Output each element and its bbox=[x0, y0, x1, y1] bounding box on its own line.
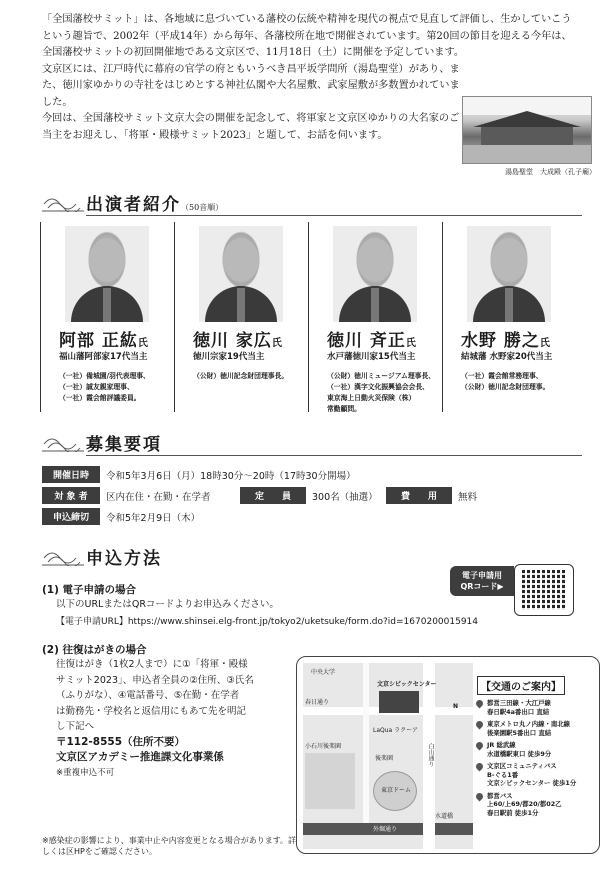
performer-title: 福山藩阿部家17代当主 bbox=[59, 352, 148, 362]
deadline-label: 申込締切 bbox=[42, 508, 100, 525]
wave-ornament-icon bbox=[42, 548, 84, 566]
access-item: 都営三田線・大江戸線 春日駅4a番出口 直結 bbox=[475, 699, 597, 716]
postcard-line: 往復はがき（1枚2人まで）に①「将軍・殿様 bbox=[56, 659, 248, 670]
postcard-heading: (2) 往復はがきの場合 bbox=[42, 644, 147, 656]
pin-icon bbox=[475, 741, 485, 751]
performer-role: （一社）漢字文化振興協会会長、 bbox=[327, 383, 429, 391]
map-label: 外堀通り bbox=[373, 826, 398, 833]
date-row bbox=[42, 466, 356, 482]
recruit-title: 募集要項 bbox=[86, 435, 162, 455]
destination: 文京区アカデミー推進課文化事業係 bbox=[56, 751, 224, 763]
pin-icon bbox=[475, 762, 485, 772]
performer-roles bbox=[59, 371, 150, 404]
performer-honorific: 氏 bbox=[539, 338, 551, 349]
performer-title: 結城藩 水野家20代当主 bbox=[461, 352, 553, 362]
footnote: ※感染症の影響により、事業中止や内容変更となる場合があります。詳しくは区HPをご確認ください。 bbox=[42, 836, 297, 856]
performers-header bbox=[42, 190, 582, 216]
pin-icon bbox=[475, 791, 485, 801]
recruit-header bbox=[42, 430, 582, 456]
performer-card bbox=[174, 222, 306, 412]
performer-name: 徳川 家広 bbox=[193, 331, 272, 351]
performer-portrait bbox=[467, 226, 551, 322]
access-item: JR 総武線 水道橋駅東口 徒歩9分 bbox=[475, 741, 597, 758]
performer-honorific: 氏 bbox=[405, 338, 417, 349]
map-label: 白山通り bbox=[427, 743, 434, 767]
map-label: 水道橋 bbox=[435, 813, 454, 820]
performer-role: （一社）誠友親家理事、 bbox=[59, 383, 134, 391]
compass-icon: N bbox=[453, 703, 459, 710]
map-label: 後楽園 bbox=[375, 755, 394, 762]
capacity-label: 定 員 bbox=[240, 487, 306, 504]
postcard-apply bbox=[42, 642, 292, 781]
map-label: 文京シビックセンター bbox=[377, 681, 437, 688]
photo-caption: 湯島聖堂 大成殿（孔子廟） bbox=[505, 168, 596, 176]
qr-tab-label: 電子申請用 QRコード▶ bbox=[450, 566, 514, 596]
koishikawa-garden-area bbox=[305, 753, 355, 809]
target-value: 区内在住・在勤・在学者 bbox=[106, 491, 211, 503]
access-item: 文京区コミュニティバス B-ぐる1番 文京シビックセンター 徒歩1分 bbox=[475, 762, 597, 788]
map-label: 春日通り bbox=[305, 699, 330, 706]
intro-paragraph-1: 「全国藩校サミット」は、各地域に息づいている藩校の伝統や精神を現代の視点で見直して評価し、生かしていこうという趣旨で、2002年（平成14年）から毎年、各藩校所在地で開催されています。第20回の節目を迎える今年は、全国藩校サミットの初回開催地である文京区で、11月18日（土）に開催を予定しています。 bbox=[42, 14, 572, 58]
performer-roles bbox=[193, 371, 288, 382]
date-value: 令和5年3月6日（月）18時30分～20時（17時30分開場） bbox=[106, 470, 356, 482]
map-label: LaQua ラクーア bbox=[373, 727, 418, 734]
electronic-heading: (1) 電子申請の場合 bbox=[42, 584, 137, 596]
intro-paragraph-3: 今回は、全国藩校サミット文京大会の開催を記念して、将軍家と文京区ゆかりの大名家のご当主をお迎えし、「将軍・殿様サミット2023」と題して、お話を伺います。 bbox=[42, 113, 460, 141]
map-label: 東京ドーム bbox=[381, 787, 412, 794]
duplicate-note: ※重複申込不可 bbox=[56, 767, 115, 778]
performer-role: （公財）徳川記念財団理事長。 bbox=[193, 372, 289, 380]
pin-icon bbox=[475, 720, 485, 730]
performer-role: （一社）霞会館常務理事、 bbox=[461, 372, 543, 380]
performers-subtitle: （50音順） bbox=[181, 203, 224, 212]
access-map bbox=[303, 663, 473, 849]
fee-label: 費 用 bbox=[386, 487, 452, 504]
performer-role: （公財）徳川ミュージアム理事長、 bbox=[327, 372, 436, 380]
performer-role: （一社）備城園/羽代表理事、 bbox=[59, 372, 150, 380]
access-heading: 【交通のご案内】 bbox=[477, 676, 565, 695]
wave-ornament-icon bbox=[42, 434, 84, 452]
postcard-line: サミット2023」、申込者全員の②住所、③氏名 bbox=[56, 674, 254, 686]
performer-card bbox=[308, 222, 440, 412]
performer-card bbox=[442, 222, 574, 412]
performer-list bbox=[40, 222, 576, 412]
performer-role: （公財）徳川記念財団理事。 bbox=[461, 383, 550, 391]
qr-code[interactable] bbox=[514, 564, 574, 616]
performer-role: 常勤顧問。 bbox=[327, 405, 361, 413]
performer-portrait bbox=[65, 226, 149, 322]
electronic-text: 以下のURLまたはQRコードよりお申込みください。 bbox=[56, 599, 279, 610]
capacity-value: 300名（抽選） bbox=[312, 491, 378, 503]
performer-name: 阿部 正紘 bbox=[59, 331, 138, 351]
performer-portrait bbox=[333, 226, 417, 322]
performer-card bbox=[40, 222, 172, 412]
yushima-seido-photo bbox=[462, 96, 592, 164]
performer-roles bbox=[327, 371, 435, 415]
apply-title: 申込方法 bbox=[86, 549, 162, 569]
postcard-line: し下記へ bbox=[56, 721, 95, 732]
civic-center-block bbox=[379, 691, 419, 713]
deadline-value: 令和5年2月9日（木） bbox=[106, 512, 201, 524]
access-item: 東京メトロ丸ノ内線・南北線 後楽園駅5番出口 直結 bbox=[475, 720, 597, 737]
date-label: 開催日時 bbox=[42, 466, 100, 483]
electronic-url[interactable]: 【電子申請URL】https://www.shinsei.elg-front.jp/tokyo2/uketsuke/form.do?id=1670200015914 bbox=[56, 616, 478, 627]
fee-value: 無料 bbox=[458, 491, 478, 503]
deadline-row bbox=[42, 508, 200, 524]
map-label: 中央大学 bbox=[311, 669, 336, 676]
access-item: 都営バス 上60/上69/都20/都02乙 春日駅前 徒歩1分 bbox=[475, 792, 597, 818]
performer-title: 徳川宗家19代当主 bbox=[193, 352, 265, 362]
performer-role: （一社）霞会館評議委員。 bbox=[59, 394, 141, 402]
performer-name: 徳川 斉正 bbox=[327, 331, 406, 351]
postal-code: 〒112-8555（住所不要） bbox=[56, 735, 185, 748]
map-label: 小石川後楽園 bbox=[305, 743, 342, 750]
qr-code-icon bbox=[522, 570, 566, 610]
pin-icon bbox=[475, 699, 485, 709]
performer-honorific: 氏 bbox=[137, 338, 149, 349]
target-row bbox=[42, 487, 477, 503]
access-box bbox=[296, 656, 600, 854]
wave-ornament-icon bbox=[42, 194, 84, 212]
postcard-line: （ふりがな）、④電話番号、⑤在勤・在学者 bbox=[56, 690, 240, 701]
postcard-line: は勤務先・学校名と返信用にもあて先を明記 bbox=[56, 705, 247, 717]
target-label: 対 象 者 bbox=[42, 487, 100, 504]
performer-portrait bbox=[199, 226, 283, 322]
performer-title: 水戸藩徳川家15代当主 bbox=[327, 352, 416, 362]
performer-role: 東京海上日動火災保険（株） bbox=[327, 394, 416, 402]
performer-roles bbox=[461, 371, 549, 393]
performer-honorific: 氏 bbox=[271, 338, 283, 349]
access-info bbox=[475, 675, 597, 817]
intro-paragraph-2: 文京区には、江戸時代に幕府の官学の府ともいうべき昌平坂学問所（湯島聖堂）があり、また、徳川家ゆかりの寺社をはじめとする神社仏閣や大名屋敷、武家屋敷が多数置かれていました。 bbox=[42, 63, 460, 108]
performer-name: 水野 勝之 bbox=[461, 331, 540, 351]
performers-title: 出演者紹介 bbox=[86, 195, 181, 215]
